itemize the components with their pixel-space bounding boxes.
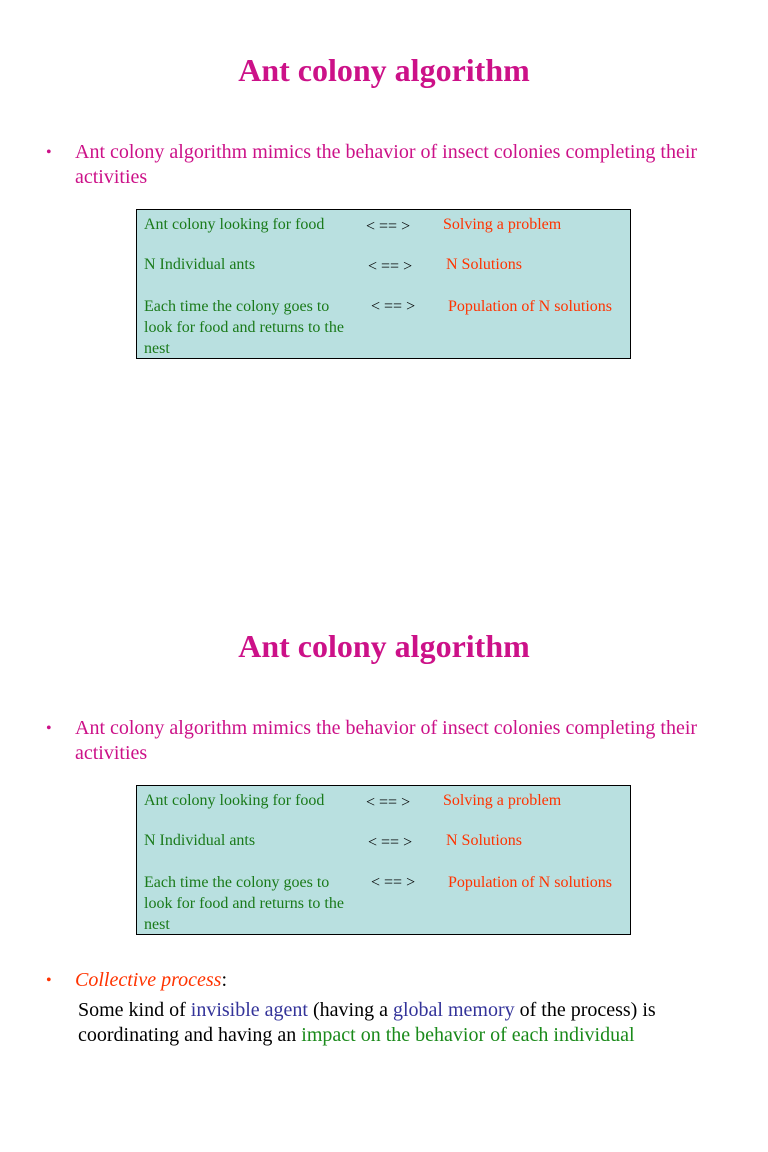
para-text: (having a [307, 999, 393, 1021]
equivalence-arrow: < == > [368, 834, 413, 851]
table-cell-right: N Solutions [446, 832, 523, 849]
analogy-table [136, 209, 631, 359]
slide-title: Ant colony algorithm [238, 52, 530, 88]
collective-process-label: Collective process [75, 969, 222, 991]
bullet-text [75, 968, 706, 993]
table-cell-left: Ant colony looking for food [144, 216, 325, 233]
equivalence-arrow: < == > [366, 218, 411, 235]
table-cell-right: Solving a problem [443, 792, 562, 809]
bullet-icon: • [46, 144, 52, 161]
table-cell-right: N Solutions [446, 256, 523, 273]
equivalence-arrow: < == > [371, 298, 416, 315]
slide-2 [0, 576, 768, 1152]
slide-title: Ant colony algorithm [238, 628, 530, 664]
table-cell-left: Ant colony looking for food [144, 792, 325, 809]
bullet-point [46, 140, 706, 190]
table-cell-left: Each time the colony goes to look for food and returns to the nest [144, 298, 344, 357]
table-cell-right: Solving a problem [443, 216, 562, 233]
equivalence-arrow: < == > [371, 874, 416, 891]
para-highlight: invisible agent [190, 999, 308, 1021]
bullet-text: Ant colony algorithm mimics the behavior of insect colonies completing their activities [75, 141, 698, 188]
para-highlight-green: impact on the behavior of each individual [301, 1024, 635, 1046]
para-text: of the process) is coordinating and having an [78, 999, 656, 1046]
para-text: Some kind of [78, 999, 191, 1021]
table-cell-right: Population of N solutions [448, 874, 613, 891]
para-highlight: global memory [392, 999, 515, 1021]
analogy-table [136, 785, 631, 935]
bullet-point [46, 716, 706, 766]
bullet-text: Ant colony algorithm mimics the behavior of insect colonies completing their activities [75, 717, 698, 764]
equivalence-arrow: < == > [366, 794, 411, 811]
collective-paragraph [78, 998, 718, 1048]
table-cell-right: Population of N solutions [448, 298, 613, 315]
table-cell-left: N Individual ants [144, 832, 256, 849]
colon-text: : [221, 969, 227, 991]
bullet-icon: • [46, 972, 52, 989]
bullet-point-collective [46, 968, 706, 993]
equivalence-arrow: < == > [368, 258, 413, 275]
table-cell-left: Each time the colony goes to look for food and returns to the nest [144, 874, 344, 933]
table-cell-left: N Individual ants [144, 256, 256, 273]
bullet-icon: • [46, 720, 52, 737]
